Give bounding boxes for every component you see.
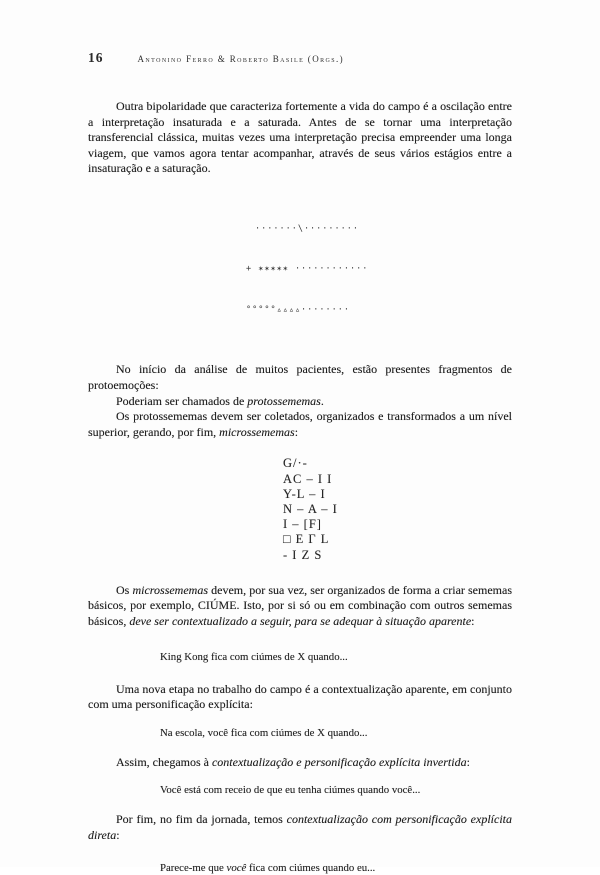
example-quote-receio: Você está com receio de que eu tenha ciúmes quando você... [160, 784, 421, 797]
text-segment: : [471, 614, 475, 629]
italic-phrase-direta: contextualização com personificação explícita direta [88, 812, 513, 843]
example-quote-king-kong: King Kong fica com ciúmes de X quando... [160, 650, 348, 663]
text-segment: Assim, chegamos à [116, 754, 212, 769]
text-column [88, 50, 512, 875]
formula-line-5: I – [F] [283, 517, 322, 532]
italic-term-voce: você [226, 861, 247, 874]
text-segment: fica com ciúmes quando eu... [246, 861, 376, 874]
text-segment: Os protossememas devem ser coletados, organizados e transformados a um nível superior, gerando, por fim, [88, 409, 512, 439]
text-segment: Os [116, 582, 133, 597]
paragraph-invertida [88, 755, 512, 771]
paragraph-protoemocoes: No início da análise de muitos pacientes, estão presentes fragmentos de protoemoções: [88, 362, 512, 393]
semic-formula-block [283, 456, 512, 562]
running-head: Antonino Ferro & Roberto Basile (Orgs.) [137, 54, 345, 64]
italic-phrase-invertida: contextualização e personificação explícita invertida [211, 754, 467, 769]
italic-term-microssememas-2: microssememas [132, 582, 209, 597]
figure-line-2: + ✶✶✶✶✶ ············ [246, 264, 369, 275]
paragraph-bipolaridade: Outra bipolaridade que caracteriza fortemente a vida do campo é a oscilação entre a interpretação insaturada e a saturada. Antes de se tornar uma interpretação transferencial clássica, muitas vezes uma interpretação precisa empreender uma longa viagem, que vamos agora tentar acompanhar, através de seus vários estágios entre a insaturação e a saturação. [88, 99, 512, 176]
formula-line-4: N – A – I [283, 502, 338, 517]
text-segment: devem, por sua vez, ser organizados de forma a criar sememas básicos, por exemplo, CIÚME. Isto, por si só ou em combinação com outros sememas básicos, [88, 582, 513, 629]
paragraph-nova-etapa: Uma nova etapa no trabalho do campo é a contextualização aparente, em conjunto com uma personificação explícita: [88, 681, 512, 712]
formula-line-7: - I Z S [283, 547, 323, 562]
formula-line-6: □ E Γ L [283, 532, 330, 547]
paragraph-group-protossememas [88, 362, 512, 440]
paragraph-poderiam [88, 394, 512, 410]
italic-term-microssememas: microssememas [219, 424, 295, 439]
example-quote-parece-me [160, 861, 512, 875]
formula-line-2: AC – I I [283, 471, 333, 486]
text-segment: : [116, 828, 120, 843]
italic-term-protossememas: protossememas [247, 393, 321, 408]
text-segment: : [294, 424, 299, 439]
dotted-symbol-figure [246, 196, 512, 345]
figure-line-3: °°°°°▵▵▵▵········ [246, 304, 350, 315]
text-segment: Por fim, no fim da jornada, temos [116, 812, 287, 827]
paragraph-direta [88, 812, 512, 843]
page-number: 16 [88, 50, 104, 65]
example-quote-na-escola: Na escola, você fica com ciúmes de X quando... [160, 726, 368, 739]
text-segment: Poderiam ser chamados de [116, 393, 248, 408]
text-segment: Parece-me que [160, 861, 227, 874]
text-segment: : [466, 754, 470, 769]
formula-line-1: G/·- [283, 456, 308, 471]
text-segment: . [320, 393, 324, 408]
page-header [88, 50, 512, 66]
figure-line-1: ·······\········· [255, 223, 359, 234]
formula-line-3: Y-L – I [283, 486, 326, 501]
paragraph-sememas-basicos [88, 583, 512, 630]
italic-phrase-contextualizado: deve ser contextualizado a seguir, para se adequar à situação aparente [129, 614, 472, 629]
paragraph-coletados [88, 409, 512, 440]
